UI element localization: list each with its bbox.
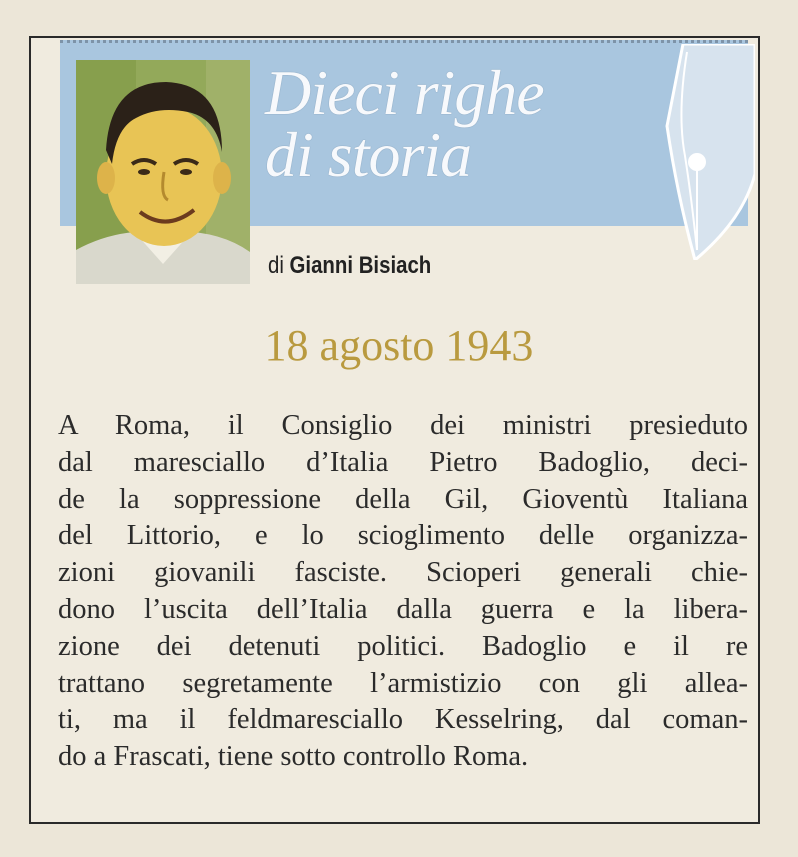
article-date: 18 agosto 1943 (264, 321, 534, 370)
article-line: dono l’uscita dell’Italia dalla guerra e la libera- (58, 593, 748, 625)
byline-prefix: di (268, 252, 284, 279)
column-title-line-2: di storia (265, 119, 472, 190)
article-line: zione dei detenuti politici. Badoglio e il re (58, 630, 748, 662)
article-body (58, 408, 748, 776)
article-line: del Littorio, e lo scioglimento delle organizza- (58, 520, 748, 552)
column-title-line-1: Dieci righe (265, 57, 544, 128)
article-line: trattano segretamente l’armistizio con gli allea- (58, 667, 748, 699)
article-line: de la soppressione della Gil, Gioventù Italiana (58, 483, 748, 515)
article-line: zioni giovanili fasciste. Scioperi generali chie- (58, 557, 748, 589)
author-name: Gianni Bisiach (289, 252, 432, 279)
article-line: A Roma, il Consiglio dei ministri presieduto (58, 410, 748, 441)
column-title (265, 57, 544, 190)
author-photo (76, 60, 250, 284)
fountain-pen-nib-icon (625, 44, 755, 260)
author-portrait (76, 60, 250, 284)
byline (268, 252, 431, 280)
article-line: dal maresciallo d’Italia Pietro Badoglio, deci- (58, 446, 748, 478)
article-line: do a Frascati, tiene sotto controllo Roma. (58, 741, 529, 773)
article-line: ti, ma il feldmaresciallo Kesselring, dal coman- (58, 704, 748, 736)
